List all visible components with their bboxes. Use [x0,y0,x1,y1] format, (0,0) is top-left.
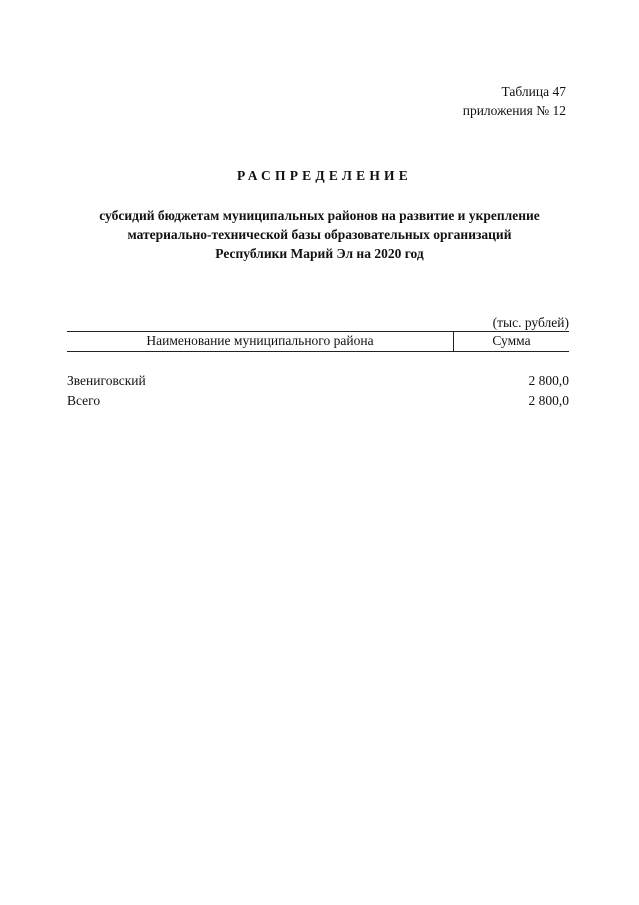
document-title: РАСПРЕДЕЛЕНИЕ [237,168,412,183]
table-top-rule [67,331,569,332]
table-row [67,373,569,392]
units-note: (тыс. рублей) [492,315,569,330]
subtitle-line-1: субсидий бюджетам муниципальных районов на развитие и укрепление [99,208,540,223]
table-header-rule [67,351,569,352]
total-label: Всего [67,393,101,408]
column-header-amount: Сумма [492,333,531,348]
table-reference: Таблица 47 [501,84,566,99]
table-row-total [67,393,569,412]
subtitle-line-3: Республики Марий Эл на 2020 год [215,246,424,261]
total-amount: 2 800,0 [528,393,569,408]
row-amount: 2 800,0 [528,373,569,388]
subtitle-line-2: материально-технической базы образовательных организаций [127,227,512,242]
column-header-name: Наименование муниципального района [146,333,374,348]
row-district-name: Звениговский [67,373,146,388]
appendix-reference: приложения № 12 [462,103,566,118]
